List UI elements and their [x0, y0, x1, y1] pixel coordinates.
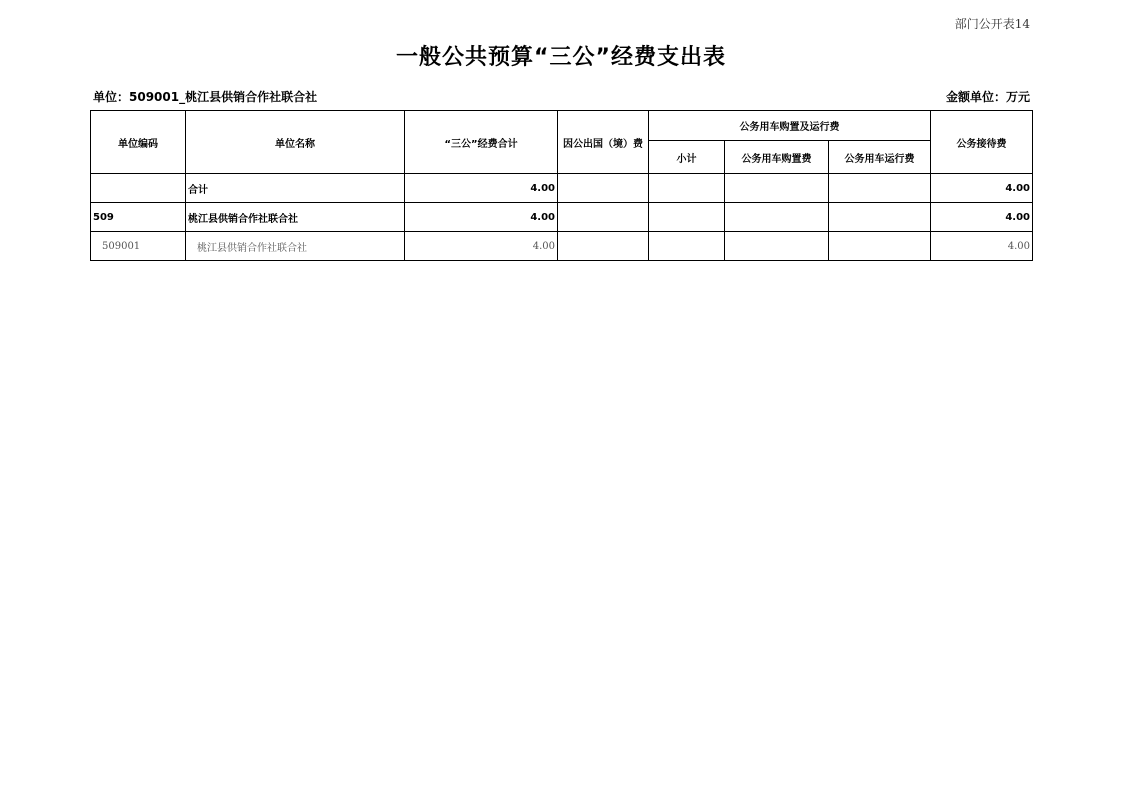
- table-row-department: [91, 203, 1033, 232]
- table-row-total: [91, 174, 1033, 203]
- header-vehicle-group: 公务用车购置及运行费: [649, 111, 931, 141]
- header-sangong-total: “三公”经费合计: [405, 111, 558, 174]
- header-vehicle-purchase: 公务用车购置费: [725, 141, 829, 174]
- unit-label: 单位：509001_桃江县供销合作社联合社: [93, 90, 318, 104]
- cell-total: 4.00: [405, 232, 558, 261]
- sangong-expense-table: [90, 110, 1033, 261]
- page-title: 一般公共预算“三公”经费支出表: [396, 45, 726, 70]
- cell-abroad: [558, 203, 649, 232]
- cell-reception: 4.00: [931, 232, 1033, 261]
- amount-unit-label: 金额单位：万元: [945, 90, 1030, 104]
- header-unit-code: 单位编码: [91, 111, 186, 174]
- header-vehicle-operation: 公务用车运行费: [829, 141, 931, 174]
- cell-code: [91, 174, 186, 203]
- cell-vehicle-operation: [829, 203, 931, 232]
- header-reception-expense: 公务接待费: [931, 111, 1033, 174]
- cell-vehicle-operation: [829, 232, 931, 261]
- cell-name: 合计: [186, 174, 405, 203]
- form-code: 部门公开表14: [954, 17, 1030, 31]
- cell-code: 509: [91, 203, 186, 232]
- cell-vehicle-purchase: [725, 232, 829, 261]
- cell-abroad: [558, 232, 649, 261]
- cell-name: 桃江县供销合作社联合社: [186, 203, 405, 232]
- table-row-unit: [91, 232, 1033, 261]
- cell-vehicle-subtotal: [649, 232, 725, 261]
- cell-abroad: [558, 174, 649, 203]
- cell-reception: 4.00: [931, 203, 1033, 232]
- cell-vehicle-subtotal: [649, 203, 725, 232]
- table-header-row: [91, 111, 1033, 141]
- header-vehicle-subtotal: 小计: [649, 141, 725, 174]
- cell-reception: 4.00: [931, 174, 1033, 203]
- cell-vehicle-purchase: [725, 174, 829, 203]
- cell-vehicle-operation: [829, 174, 931, 203]
- cell-vehicle-purchase: [725, 203, 829, 232]
- cell-name: 桃江县供销合作社联合社: [186, 232, 405, 261]
- header-unit-name: 单位名称: [186, 111, 405, 174]
- cell-vehicle-subtotal: [649, 174, 725, 203]
- cell-total: 4.00: [405, 203, 558, 232]
- cell-code: 509001: [91, 232, 186, 261]
- header-abroad-expense: 因公出国（境）费: [558, 111, 649, 174]
- cell-total: 4.00: [405, 174, 558, 203]
